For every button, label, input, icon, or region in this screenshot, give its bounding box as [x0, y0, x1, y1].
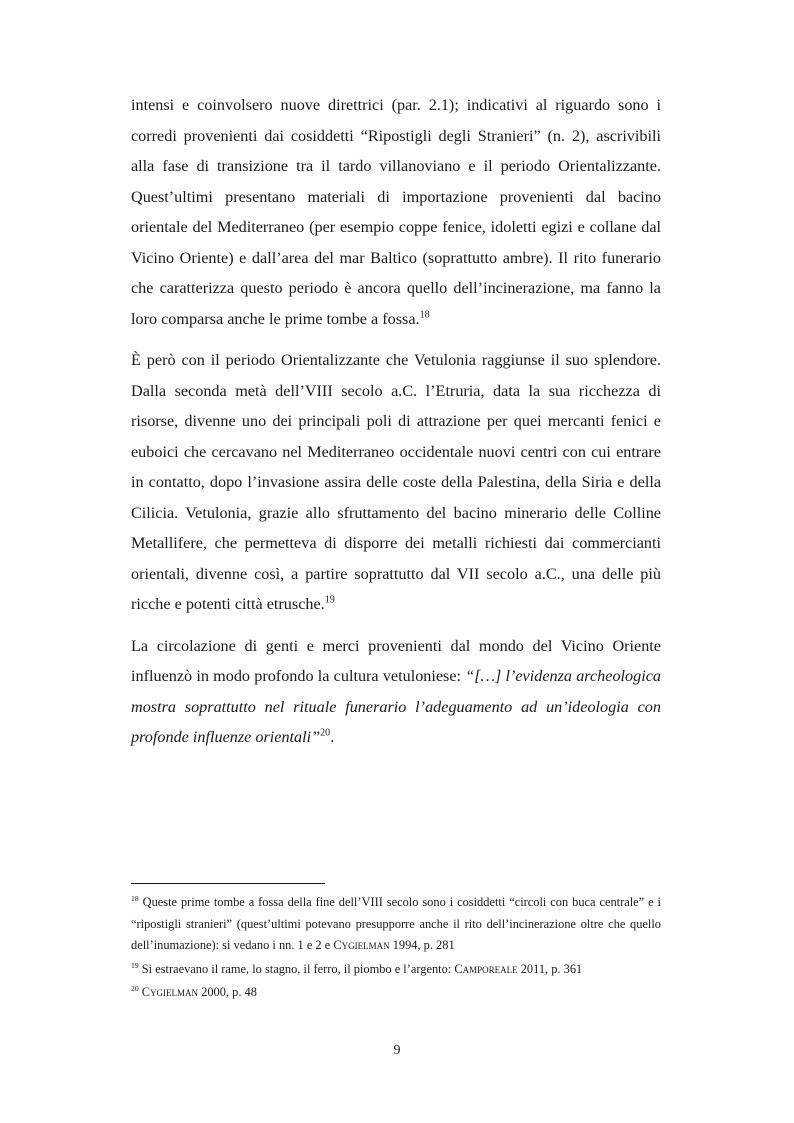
footnote-number: 20 [131, 983, 139, 993]
paragraph-text: La circolazione di genti e merci provenienti dal mondo del Vicino Oriente influenzò in modo profondo la cultura vetuloniese: [131, 636, 661, 685]
footnotes [131, 892, 661, 1006]
paragraph-tail: . [330, 728, 335, 746]
footnote-author: Cygielman [333, 938, 390, 952]
footnote-reference: 1994, p. 281 [389, 938, 455, 952]
footnote-18 [131, 892, 661, 957]
paragraph-text: intensi e coinvolsero nuove direttrici (par. 2.1); indicativi al riguardo sono i corredi provenienti dai cosiddetti “Ripostigli degli Stranieri” (n. 2), ascrivibili alla fase di transizione tra il tardo villanoviano e il periodo Orientalizzante. Quest’ultimi presentano materiali di importazione provenienti dal bacino orientale del Mediterraneo (per esempio coppe fenice, idoletti egizi e collane dal Vicino Oriente) e dall’area del mar Baltico (soprattutto ambre). Il rito funerario che caratterizza questo periodo è ancora quello dell’incinerazione, ma fanno la loro comparsa anche le prime tombe a fossa. [131, 96, 661, 328]
footnote-reference: 2000, p. 48 [198, 985, 257, 999]
footnote-19 [131, 959, 661, 981]
footnote-separator [131, 883, 325, 884]
footnote-author: Cygielman [141, 985, 199, 999]
footnote-text: Queste prime tombe a fossa della fine dell’VIII secolo sono i cosiddetti “circoli con buca centrale” e i “ripostigli stranieri” (quest’ultimi potevano presupporre anche il rito dell’incinerazione oltre che quello dell’inumazione): si vedano i nn. 1 e 2 e [131, 895, 661, 952]
footnote-20 [131, 982, 661, 1004]
main-text [131, 90, 661, 764]
paragraph-3 [131, 631, 661, 753]
page-number: 9 [393, 1043, 401, 1058]
paragraph-1 [131, 90, 661, 334]
footnote-number: 19 [131, 960, 139, 970]
footnote-author: Camporeale [454, 961, 518, 976]
paragraph-2 [131, 345, 661, 620]
footnote-text: Si estraevano il rame, lo stagno, il ferro, il piombo e l’argento: [141, 961, 455, 976]
quotation: “[…] l’evidenza archeologica mostra soprattutto nel rituale funerario l’adeguamento ad un’ideologia con profonde influenze orientali” [131, 667, 662, 746]
footnote-reference: 2011, p. 361 [517, 961, 583, 976]
paragraph-text: È però con il periodo Orientalizzante che Vetulonia raggiunse il suo splendore. Dalla seconda metà dell’VIII secolo a.C. l’Etruria, data la sua ricchezza di risorse, divenne uno dei principali poli di attrazione per quei mercanti fenici e euboici che cercavano nel Mediterraneo occidentale nuovi centri con cui entrare in contatto, dopo l’invasione assira delle coste della Palestina, della Siria e della Cilicia. Vetulonia, grazie allo sfruttamento del bacino minerario delle Colline Metallifere, che permetteva di disporre dei metalli richiesti dai commercianti orientali, divenne così, a partire soprattutto dal VII secolo a.C., una delle più ricche e potenti città etrusche. [131, 351, 661, 613]
footnote-ref-19[interactable]: 19 [324, 594, 335, 606]
footnote-number: 18 [131, 893, 139, 903]
footnote-ref-18[interactable]: 18 [419, 309, 430, 321]
footnote-ref-20[interactable]: 20 [320, 727, 331, 739]
